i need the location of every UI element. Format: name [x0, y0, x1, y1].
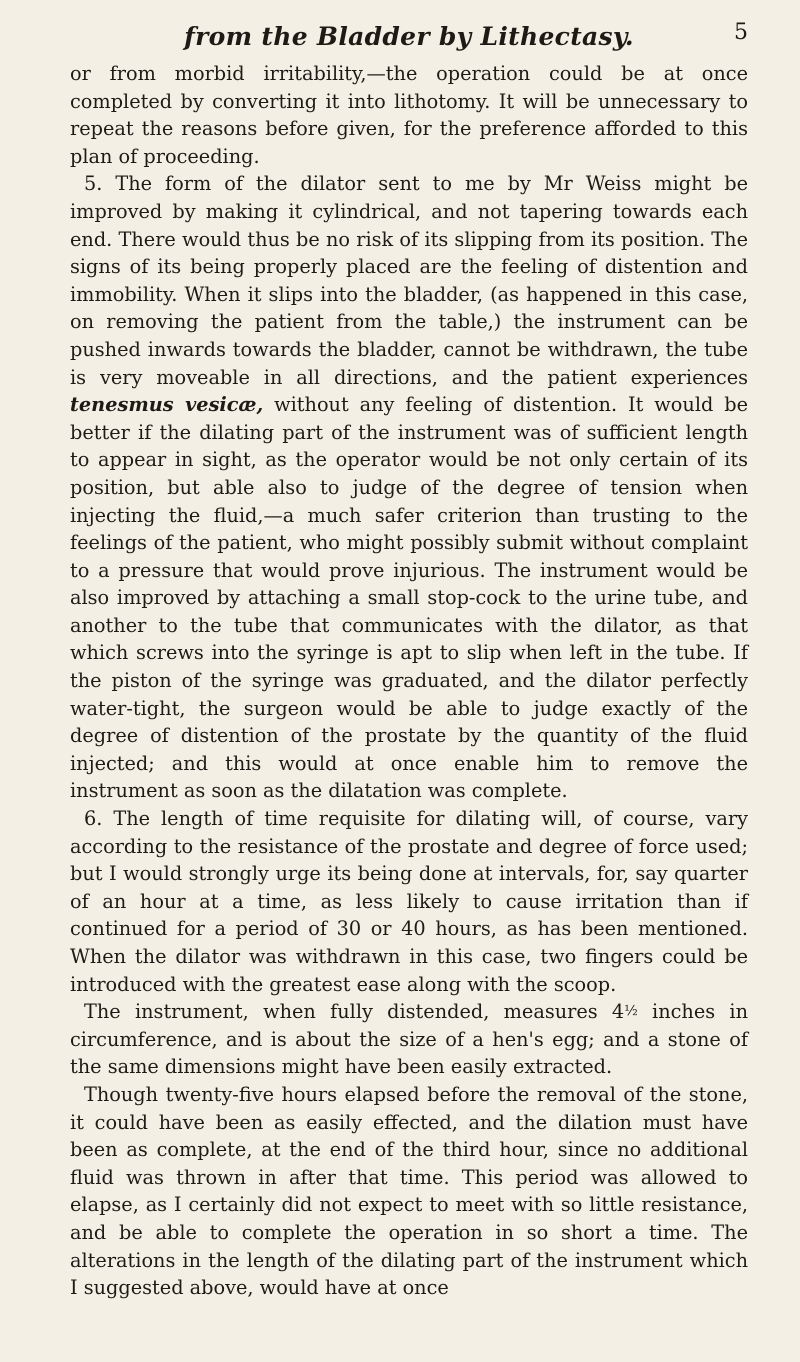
paragraph-section-5-part-b: without any feeling of distention. It would be better if the dilating part of the instrument was of sufficient length to appear in sight, as the operator would be not only certain of its position, but able also to judge of the degree of tension when injecting the fluid,—a much safer criterion than trusting to the feelings of the patient, who might possibly submit without complaint to a pressure that would prove injurious. The instrument would be also improved by attaching a small stop-cock to the urine tube, and another to the tube that communicates with the dilator, as that which screws into the syringe is apt to slip when left in the tube. If the piston of the syringe was graduated, and the dilator perfectly water-tight, the surgeon would be able to judge exactly of the degree of distention of the prostate by the quantity of the fluid injected; and this would at once enable him to remove the instrument as soon as the dilatation was complete.: [70, 393, 748, 803]
running-head: [70, 14, 748, 54]
paragraph-instrument-size-part-a: The instrument, when fully distended, measures 4: [84, 1000, 625, 1024]
paragraph-duration: Though twenty-five hours elapsed before the removal of the stone, it could have been as easily effected, and the dilation must have been as complete, at the end of the third hour, since no additional fluid was thrown in after that time. This period was allowed to elapse, as I certainly did not expect to meet with so little resistance, and be able to complete the operation in so short a time. The alterations in the length of the dilating part of the instrument which I suggested above, would have at once: [70, 1082, 748, 1300]
latin-term: tenesmus vesicæ,: [70, 393, 264, 417]
page-number: 5: [734, 20, 748, 45]
running-title: from the Bladder by Lithectasy.: [184, 22, 634, 51]
paragraph-instrument-size-part-b: inches in circumference, and is about the size of a hen's egg; and a stone of the same dimensions might have been easily extracted.: [70, 1000, 748, 1079]
paragraph-instrument-size: [70, 998, 748, 1081]
body-text: [70, 60, 748, 1302]
paragraph-section-6: 6. The length of time requisite for dilating will, of course, vary according to the resistance of the prostate and degree of force used; but I would strongly urge its being done at intervals, for, say quarter of an hour at a time, as less likely to cause irritation than if continued for a period of 30 or 40 hours, as has been mentioned. When the dilator was withdrawn in this case, two fingers could be introduced with the greatest ease along with the scoop.: [70, 807, 748, 996]
paragraph-section-5: [70, 170, 748, 805]
paragraph-section-5-part-a: 5. The form of the dilator sent to me by Mr Weiss might be improved by making it cylindrical, and not tapering towards each end. There would thus be no risk of its slipping from its position. The signs of its being properly placed are the feeling of distention and immobility. When it slips into the bladder, (as happened in this case, on removing the patient from the table,) the instrument can be pushed inwards towards the bladder, cannot be withdrawn, the tube is very moveable in all directions, and the patient experiences: [70, 172, 748, 389]
paragraph-continuation: or from morbid irritability,—the operation could be at once completed by converting it into lithotomy. It will be unnecessary to repeat the reasons before given, for the preference afforded to this plan of proceeding.: [70, 62, 748, 168]
fraction-half: ½: [624, 1003, 638, 1020]
